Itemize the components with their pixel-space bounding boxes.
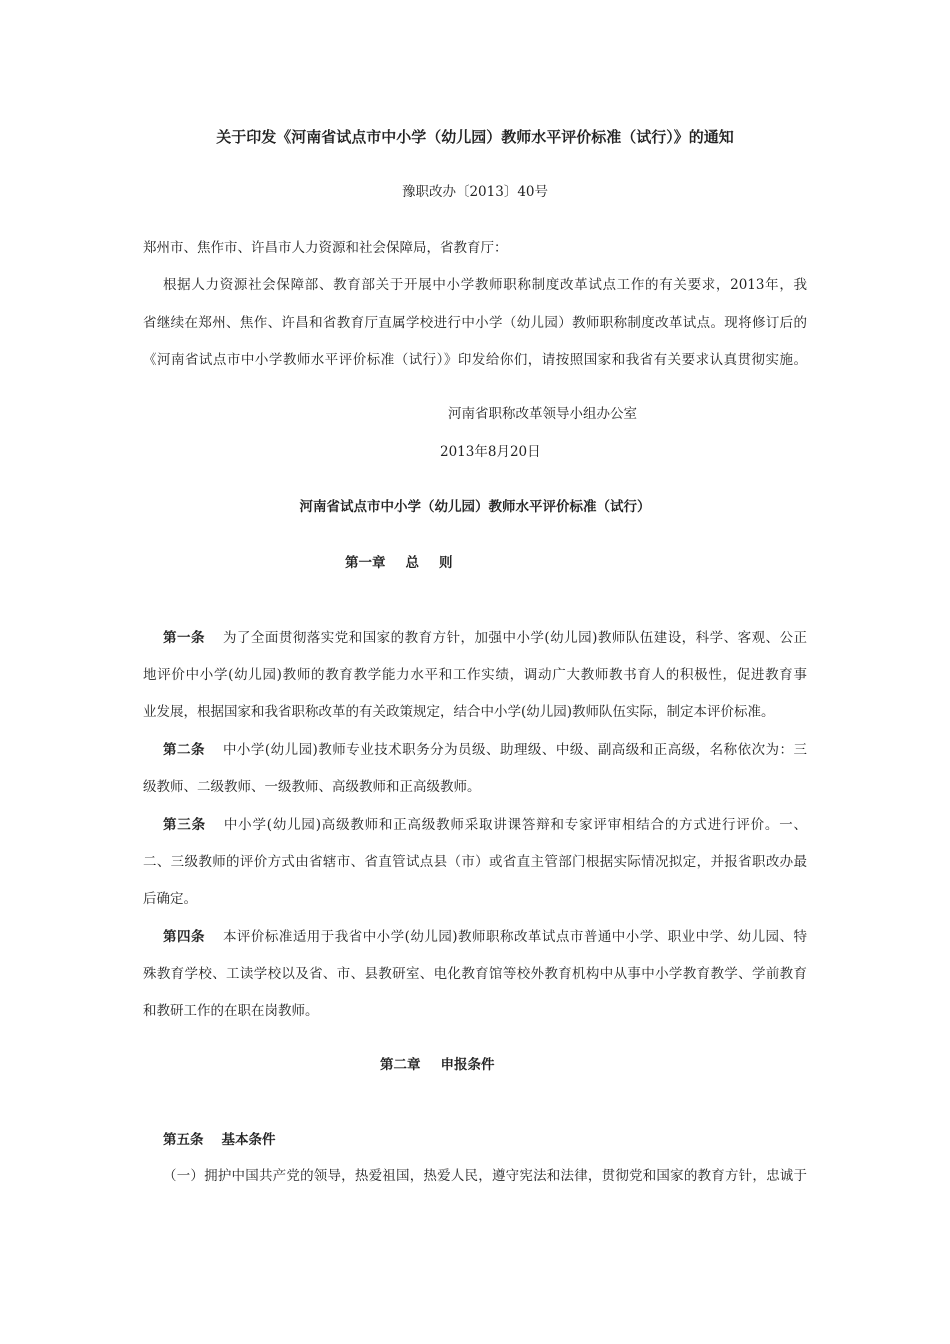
article-line — [163, 740, 807, 760]
article-line — [163, 815, 807, 835]
standard-title: 河南省试点市中小学（幼儿园）教师水平评价标准（试行） — [299, 499, 651, 515]
article-text: 为了全面贯彻落实党和国家的教育方针，加强中小学(幼儿园)教师队伍建设，科学、客观、公正 — [222, 630, 807, 646]
chapter-title: 申报条件 — [440, 1057, 495, 1073]
article-line: 和教研工作的在职在岗教师。 — [143, 1003, 319, 1019]
article-heading: 基本条件 — [221, 1132, 276, 1148]
notice-title: 关于印发《河南省试点市中小学（幼儿园）教师水平评价标准（试行）》的通知 — [216, 128, 734, 146]
chapter-number: 第一章 — [345, 555, 386, 571]
notice-body-line: 省继续在郑州、焦作、许昌和省教育厅直属学校进行中小学（幼儿园）教师职称制度改革试点。现将修订后的 — [143, 315, 807, 331]
article-line: 二、三级教师的评价方式由省辖市、省直管试点县（市）或省直主管部门根据实际情况拟定，并报省职改办最 — [143, 854, 807, 870]
signature: 河南省职称改革领导小组办公室 — [448, 406, 637, 422]
article-line: 业发展，根据国家和我省职称改革的有关政策规定，结合中小学(幼儿园)教师队伍实际，制定本评价标准。 — [143, 704, 775, 720]
article-line: 级教师、二级教师、一级教师、高级教师和正高级教师。 — [143, 779, 481, 795]
article-text: 中小学(幼儿园)高级教师和正高级教师采取讲课答辩和专家评审相结合的方式进行评价。一、 — [223, 817, 807, 833]
notice-body-line: 根据人力资源社会保障部、教育部关于开展中小学教师职称制度改革试点工作的有关要求，2013年，我 — [163, 277, 807, 293]
document-number: 豫职改办〔2013〕40号 — [401, 184, 549, 200]
chapter-title: 总 — [405, 555, 419, 571]
article-line — [163, 1130, 276, 1150]
article-line: 后确定。 — [143, 891, 197, 907]
article-text: 中小学(幼儿园)教师专业技术职务分为员级、助理级、中级、副高级和正高级，名称依次为：三 — [222, 742, 807, 758]
article-label: 第二条 — [163, 742, 205, 758]
article-line: 地评价中小学(幼儿园)教师的教育教学能力水平和工作实绩，调动广大教师教书育人的积极性，促进教育事 — [143, 667, 807, 683]
chapter-heading — [380, 1055, 495, 1075]
article-label: 第四条 — [163, 929, 205, 945]
chapter-number: 第二章 — [380, 1057, 421, 1073]
article-label: 第三条 — [163, 817, 206, 833]
notice-body-line: 《河南省试点市中小学教师水平评价标准（试行）》印发给你们，请按照国家和我省有关要求认真贯彻实施。 — [143, 352, 807, 368]
article-label: 第五条 — [163, 1132, 204, 1148]
article-line: 殊教育学校、工读学校以及省、市、县教研室、电化教育馆等校外教育机构中从事中小学教育教学、学前教育 — [143, 966, 807, 982]
article-label: 第一条 — [163, 630, 205, 646]
article-text: 本评价标准适用于我省中小学(幼儿园)教师职称改革试点市普通中小学、职业中学、幼儿园、特 — [222, 929, 807, 945]
article-line — [163, 628, 807, 648]
recipients: 郑州市、焦作市、许昌市人力资源和社会保障局，省教育厅： — [143, 240, 508, 256]
article-line: （一）拥护中国共产党的领导，热爱祖国，热爱人民，遵守宪法和法律，贯彻党和国家的教育方针，忠诚于 — [163, 1168, 807, 1184]
article-line — [163, 927, 807, 947]
signature-date: 2013年8月20日 — [440, 444, 541, 460]
chapter-title: 则 — [439, 555, 453, 571]
chapter-heading — [345, 553, 453, 573]
